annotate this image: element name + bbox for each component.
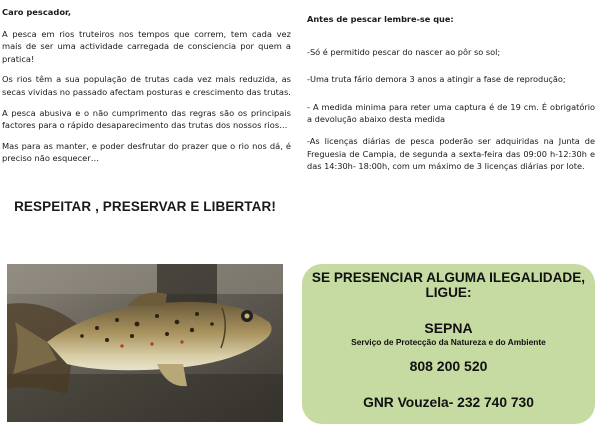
sepna-name: SEPNA (424, 320, 473, 336)
gnr-phone: GNR Vouzela- 232 740 730 (363, 395, 534, 410)
slogan: RESPEITAR , PRESERVAR E LIBERTAR! (14, 199, 276, 214)
rule-item: -Só é permitido pescar do nascer ao pôr so sol; (307, 46, 501, 57)
trout-photo (7, 264, 283, 422)
greeting: Caro pescador, (2, 7, 72, 17)
intro-paragraph: A pesca abusiva e o não cumprimento das regras são os principais factores para o rápido desaparecimento das trutas dos nossos rios… (2, 107, 291, 131)
intro-text (2, 6, 291, 173)
sepna-full-name: Serviço de Protecção da Natureza e do Ambiente (351, 337, 546, 347)
rule-item: -As licenças diárias de pesca poderão ser adquiridas na Junta de Freguesia de Campia, de segunda a sexta-feira das 09:00 h-12:30h e das 14:30h- 18:00h, com um máximo de 3 licenças diárias por lote. (307, 135, 595, 172)
callout-title: SE PRESENCIAR ALGUMA ILEGALIDADE, LIGUE: (311, 270, 586, 300)
report-illegality-callout (302, 264, 595, 424)
intro-paragraph: Os rios têm a sua população de trutas cada vez mais reduzida, as secas vividas no passado afectam posturas e crescimento das trutas. (2, 74, 291, 97)
intro-paragraph: A pesca em rios truteiros nos tempos que correm, tem cada vez mais de ser uma actividade carregada de consciencia por quem a pratica! (2, 28, 291, 64)
rules-heading: Antes de pescar lembre-se que: (307, 14, 454, 24)
sepna-phone: 808 200 520 (409, 358, 488, 374)
rule-item: -Uma truta fário demora 3 anos a atingir a fase de reprodução; (307, 74, 566, 85)
intro-paragraph: Mas para as manter, e poder desfrutar do prazer que o rio nos dá, é preciso não esquecer… (2, 140, 291, 164)
rule-item: - A medida minima para reter uma captura é de 19 cm. É obrigatório a devolução abaixo desta medida (307, 101, 595, 125)
rules-text (307, 13, 595, 188)
